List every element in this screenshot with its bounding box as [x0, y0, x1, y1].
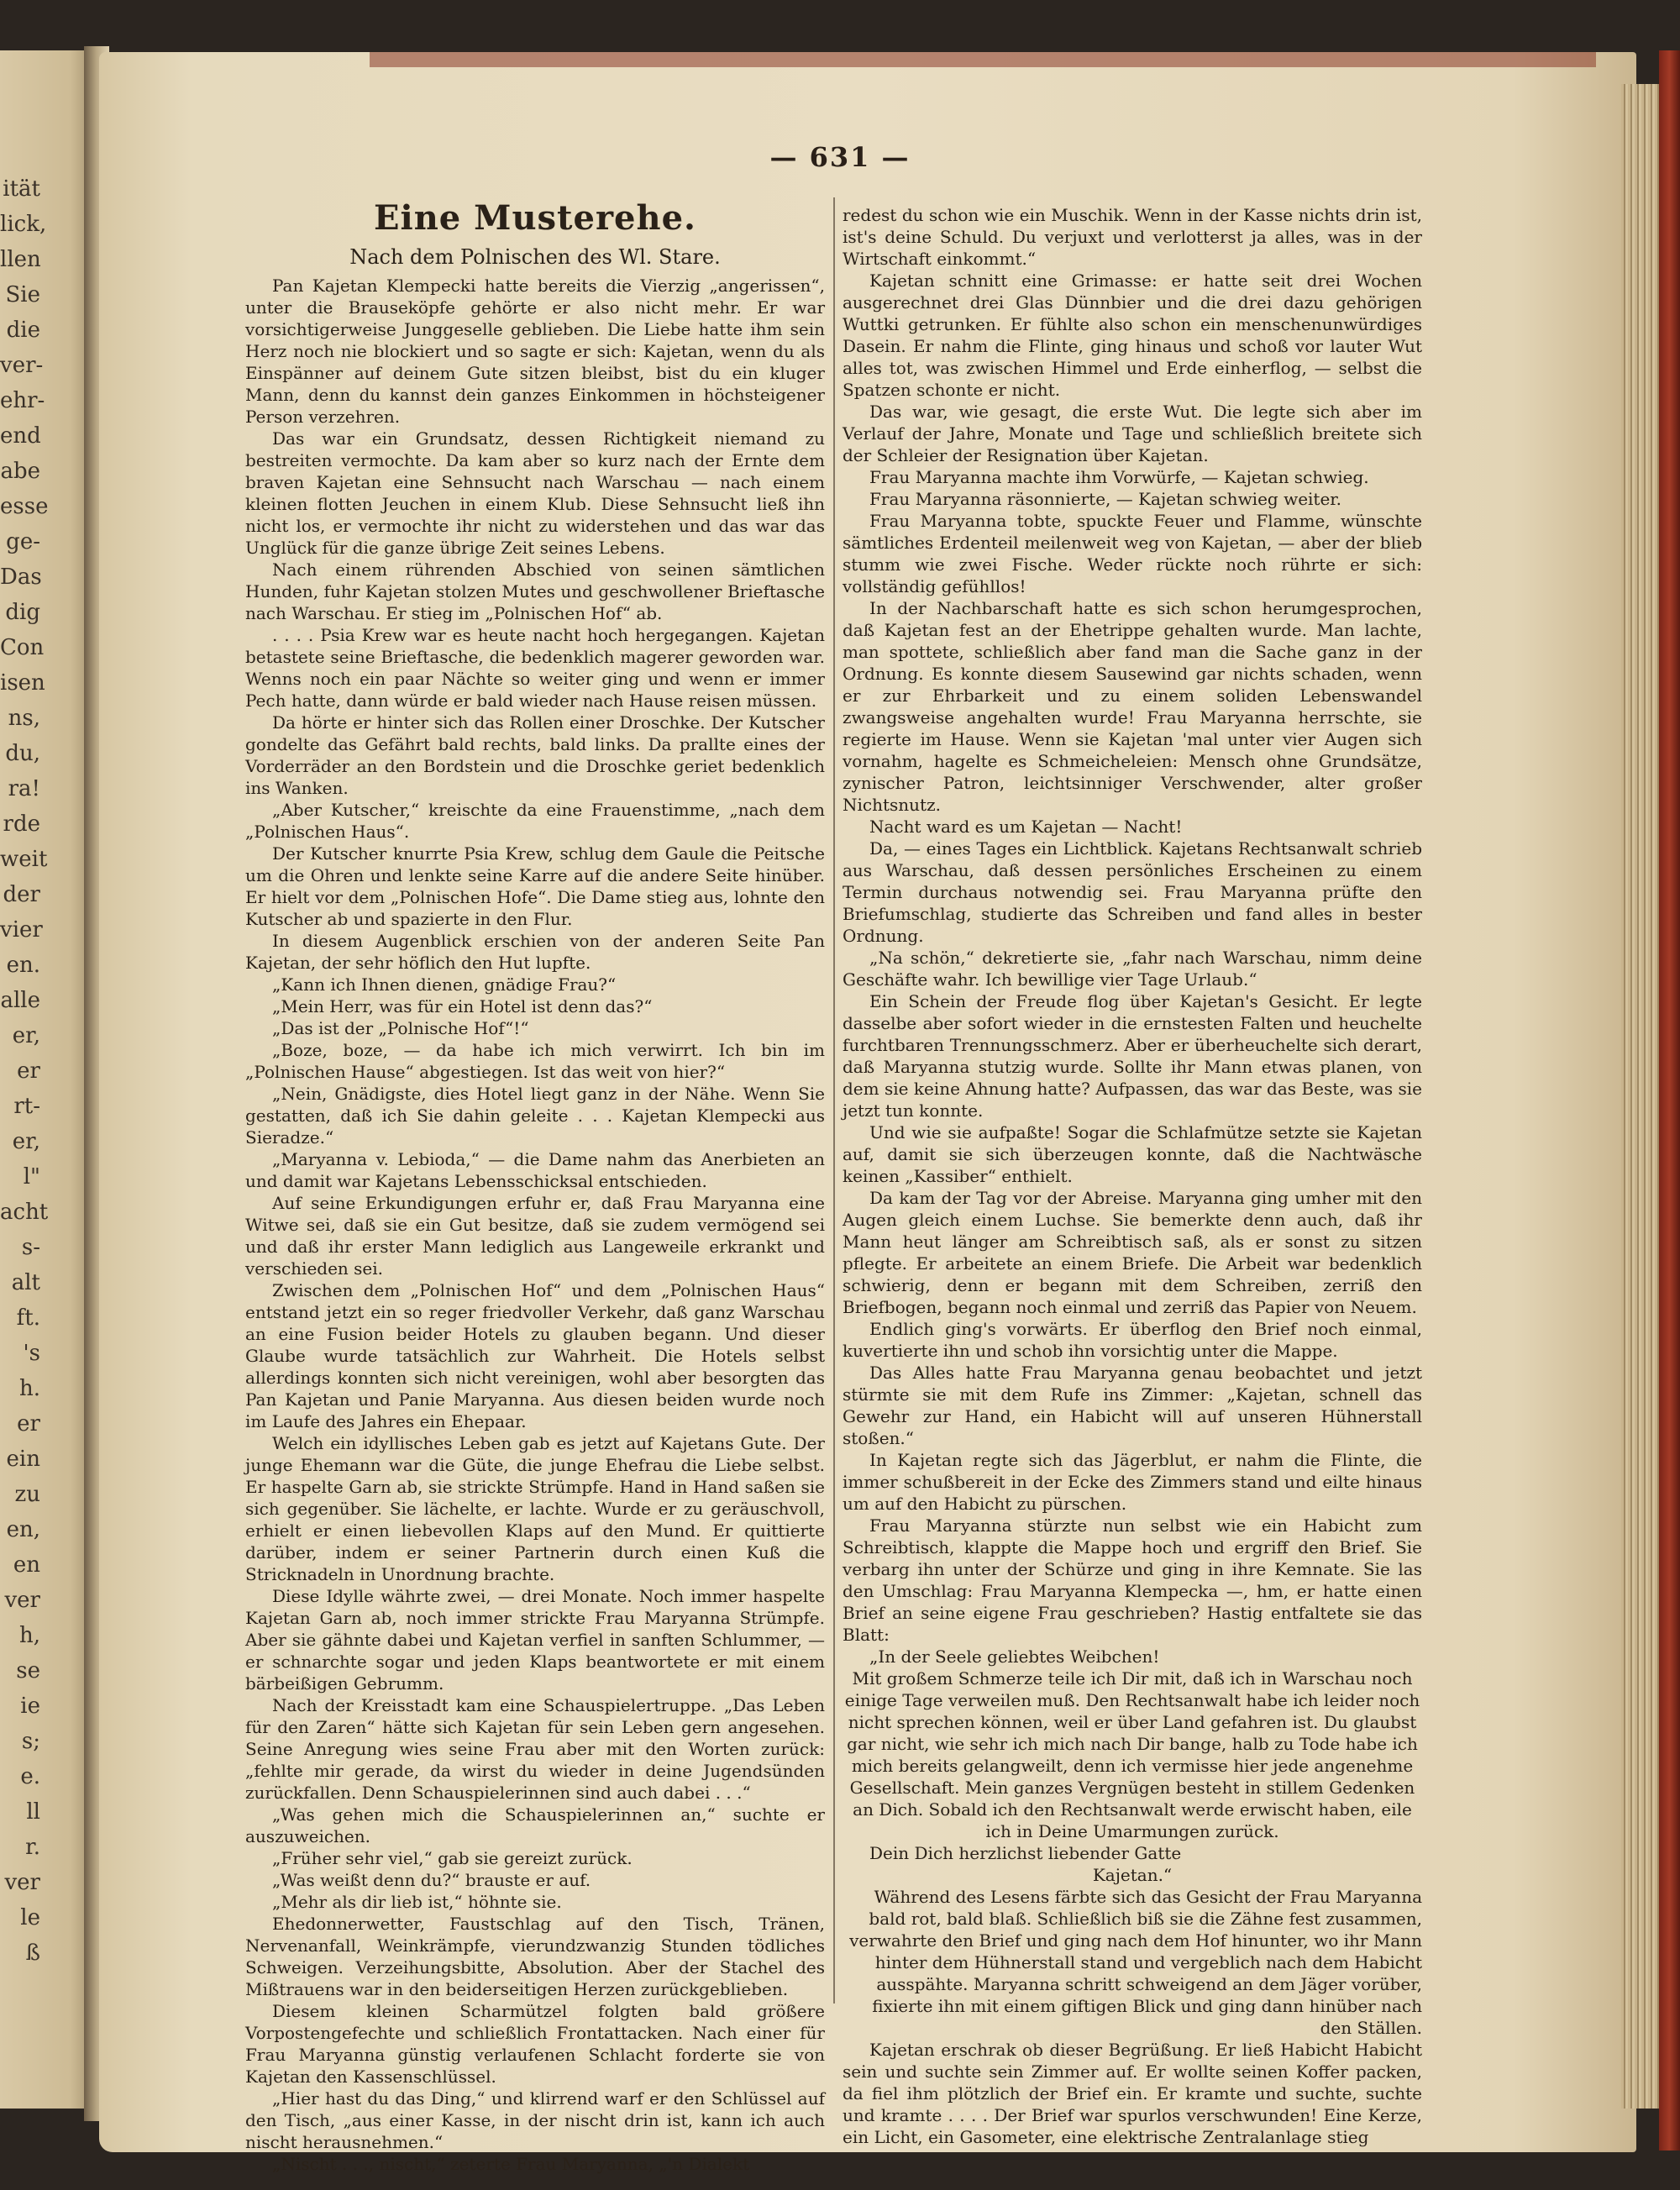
article-byline: Nach dem Polnischen des Wl. Stare. [349, 245, 721, 269]
facing-page-fragment: er [17, 1411, 40, 1436]
article-paragraph: „Mein Herr, was für ein Hotel ist denn das?“ [272, 996, 653, 1016]
article-paragraph: Welch ein idyllisches Leben gab es jetzt auf Kajetans Gute. Der junge Ehemann war die Güte, die junge Ehefrau die Liebe selbst. Er haspelte Garn ab, sie strickte Strümpfe. Hand in Hand saßen sie sich gegenüber. Sie lächelte, er lachte. Wurde er zu geräuschvoll, erhielt er einen liebevollen Klaps auf den Mund. Er quittierte darüber, indem er seiner Partnerin durch einen Kuß die Stricknadeln in Unordnung brachte. [245, 1433, 825, 1584]
facing-page-fragment: h, [18, 1623, 40, 1648]
text-column-right [843, 204, 1422, 2147]
article-paragraph: Ehedonnerwetter, Faustschlag auf den Tisch, Tränen, Nervenanfall, Weinkrämpfe, vierundzwanzig Stunden tödliches Schweigen. Verzeihungsbitte, Absolution. Aber der Stachel des Mißtrauens war in den beiderseitigen Herzen zurückgeblieben. [245, 1914, 825, 1999]
facing-page-fragment: Con [0, 635, 45, 660]
left-column-body [245, 275, 825, 2175]
article-paragraph: Endlich ging's vorwärts. Er überflog den Brief noch einmal, kuvertierte ihn und schob ihn vorsichtig unter die Mappe. [843, 1319, 1422, 1361]
article-paragraph: Das war ein Grundsatz, dessen Richtigkeit niemand zu bestreiten vermochte. Da kam aber so kurz nach der Ernte dem braven Kajetan eine Sehnsucht nach Warschau — nach einem kleinen flotten Jeuchen in einem Klub. Diese Sehnsucht ließ ihn nicht los, er vermochte ihr nicht zu widerstehen und das war das Unglück für die ganze übrige Zeit seines Lebens. [245, 428, 825, 558]
facing-page-fragment: lick, [0, 212, 47, 237]
article-paragraph: „Hier hast du das Ding,“ und klirrend warf er den Schlüssel auf den Tisch, „aus einer Kasse, in der nischt drin ist, kann ich auch nischt herausnehmen.“ [245, 2088, 825, 2152]
facing-page-fragment: ll [26, 1799, 40, 1825]
article-paragraph: Kajetan erschrak ob dieser Begrüßung. Er ließ Habicht Habicht sein und suchte sein Zimmer auf. Er wollte seinen Koffer packen, da fiel ihm plötzlich der Brief ein. Er kramte und suchte, suchte und kramte . . . . Der Brief war spurlos verschwunden! Eine Kerze, ein Licht, ein Gasometer, eine elektrische Zentralanlage stieg [843, 2040, 1422, 2147]
facing-page-fragment: er [17, 1058, 40, 1084]
article-paragraph: „Boze, boze, — da habe ich mich verwirrt. Ich bin im „Polnischen Hause“ abgestiegen. Ist das weit von hier?“ [245, 1040, 825, 1082]
article-paragraph: „Was gehen mich die Schauspielerinnen an,“ suchte er auszuweichen. [245, 1804, 825, 1846]
facing-page-fragment: dig [5, 600, 40, 625]
article-paragraph: Nach der Kreisstadt kam eine Schauspielertruppe. „Das Leben für den Zaren“ hätte sich Kajetan für sein Leben gern angesehen. Seine Anregung wies seine Frau aber mit den Worten zurück: „fehlte mir gerade, da wirst du wieder in deine Jugendsünden zurückfallen. Denn Schauspielerinnen sind auch dabei . . .“ [245, 1695, 825, 1803]
article-paragraph: Frau Maryanna machte ihm Vorwürfe, — Kajetan schwieg. [869, 467, 1369, 487]
article-paragraph: „In der Seele geliebtes Weibchen! [869, 1646, 1160, 1667]
article-paragraph: „Nein, Gnädigste, dies Hotel liegt ganz in der Nähe. Wenn Sie gestatten, daß ich Sie dahin geleite . . . Kajetan Klempecki aus Sieradze.“ [245, 1084, 825, 1148]
article-paragraph: Mit großem Schmerze teile ich Dir mit, daß ich in Warschau noch einige Tage verweilen muß. Den Rechtsanwalt habe ich leider noch nicht sprechen können, weil er über Land gefahren ist. Du glaubst gar nicht, wie sehr ich mich nach Dir bange, halb zu Tode habe ich mich bereits gelangweilt, denn ich vermisse hier jede angenehme Gesellschaft. Mein ganzes Vergnügen besteht in stillem Gedenken an Dich. Sobald ich den Rechtsanwalt werde erwischt haben, eile ich in Deine Umarmungen zurück. [844, 1668, 1420, 1841]
page-number: — 631 — [769, 141, 911, 173]
facing-page-fragment: abe [0, 459, 40, 484]
article-paragraph: Der Kutscher knurrte Psia Krew, schlug dem Gaule die Peitsche um die Ohren und lenkte seine Karre auf die andere Seite hinüber. Er hielt vor dem „Polnischen Hofe“. Die Dame stieg aus, lohnte den Kutscher ab und spazierte in den Flur. [245, 843, 825, 929]
facing-page-fragment: Das [0, 565, 42, 590]
facing-page-fragment: ß [25, 1941, 40, 1966]
facing-page-fragment: s; [21, 1729, 40, 1754]
facing-page-fragment: ität [3, 176, 40, 202]
article-paragraph: „Aber Kutscher,“ kreischte da eine Frauenstimme, „nach dem „Polnischen Haus“. [245, 800, 825, 842]
facing-page-fragment: ie [20, 1694, 40, 1719]
article-title: Eine Musterehe. [374, 198, 696, 238]
facing-page-fragment: l" [23, 1164, 40, 1190]
article-paragraph: Das war, wie gesagt, die erste Wut. Die legte sich aber im Verlauf der Jahre, Monate und Tage und schließlich breitete sich der Schleier der Resignation über Kajetan. [843, 402, 1422, 465]
red-book-cover [1659, 50, 1680, 2151]
facing-page-fragment: alle [0, 988, 40, 1013]
article-paragraph: Frau Maryanna räsonnierte, — Kajetan schwieg weiter. [869, 489, 1342, 509]
article-paragraph: redest du schon wie ein Muschik. Wenn in der Kasse nichts drin ist, ist's deine Schuld. Du verjuxt und verlotterst ja alles, was in der Wirtschaft einkommt.“ [843, 205, 1422, 269]
facing-page-fragment: acht [0, 1200, 49, 1225]
facing-page-fragment: er, [12, 1129, 40, 1154]
facing-page-fragment: alt [11, 1270, 40, 1295]
facing-page-fragment: rt- [13, 1094, 40, 1119]
facing-page-fragment: ns, [8, 706, 40, 731]
article-paragraph: Zwischen dem „Polnischen Hof“ und dem „Polnischen Haus“ entstand jetzt ein so reger friedvoller Verkehr, daß ganz Warschau an eine Fusion beider Hotels zu glauben begann. Und dieser Glaube wurde tatsächlich zur Wahrheit. Die Hotels selbst allerdings konnten sich nicht vereinigen, wohl aber besorgten das Pan Kajetan und Panie Maryanna. Aus diesen beiden wurde noch im Laufe des Jahres ein Ehepaar. [245, 1280, 825, 1431]
facing-page-fragment: weit [0, 847, 48, 872]
article-paragraph: Nacht ward es um Kajetan — Nacht! [869, 817, 1183, 837]
facing-page-fragment: en [13, 1552, 40, 1578]
article-paragraph: Das Alles hatte Frau Maryanna genau beobachtet und jetzt stürmte sie mit dem Rufe ins Zimmer: „Kajetan, schnell das Gewehr zur Hand, ein Habicht will auf unseren Hühnerstall stoßen.“ [843, 1363, 1422, 1448]
column-divider [833, 197, 835, 2004]
article-paragraph: Da, — eines Tages ein Lichtblick. Kajetans Rechtsanwalt schrieb aus Warschau, daß dessen persönliches Erscheinen zu einem Termin durchaus notwendig sei. Frau Maryanna prüfte den Briefumschlag, studierte das Schreiben und fand alles in bester Ordnung. [843, 838, 1422, 946]
facing-page-fragment: esse [0, 494, 49, 519]
article-paragraph: „Maryanna v. Lebioda,“ — die Dame nahm das Anerbieten an und damit war Kajetans Lebensschicksal entschieden. [245, 1149, 825, 1191]
facing-page-fragment: Sie [5, 282, 40, 307]
article-paragraph: Dein Dich herzlichst liebender Gatte [869, 1843, 1182, 1863]
facing-page-fragment: se [16, 1658, 40, 1683]
article-paragraph: In der Nachbarschaft hatte es sich schon herumgesprochen, daß Kajetan fest an der Ehetrippe gehalten wurde. Man lachte, man spottete, schließlich aber fand man die Sache ganz in der Ordnung. Es konnte diesem Sausewind gar nichts schaden, wenn er zur Ehrbarkeit und zu einem soliden Lebenswandel zwangsweise angehalten wurde! Frau Maryanna herrschte, sie regierte im Hause. Wenn sie Kajetan 'mal unter vier Augen sich vornahm, hagelte es Schmeicheleien: Mensch ohne Grundsätze, zynischer Patron, leichtsinniger Verschwender, alter großer Nichtsnutz. [843, 598, 1422, 815]
facing-page-fragment: ehr- [0, 388, 45, 413]
article-paragraph: Ein Schein der Freude flog über Kajetan's Gesicht. Er legte dasselbe aber sofort wieder in die ernstesten Falten und heuchelte furchtbaren Trennungsschmerz. Aber er überheuchelte sich derart, daß Maryanna stutzig wurde. Sollte ihr Mann etwas planen, von dem sie keine Ahnung hatte? Aufpassen, das war das Beste, was sie jetzt tun konnte. [843, 991, 1422, 1121]
facing-page-fragment: ft. [16, 1305, 40, 1331]
facing-page-fragment: isen [0, 670, 45, 696]
facing-page-fragment: e. [20, 1764, 40, 1789]
article-paragraph: Diese Idylle währte zwei, — drei Monate. Noch immer haspelte Kajetan Garn ab, noch immer strickte Frau Maryanna Strümpfe. Aber sie gähnte dabei und Kajetan verfiel in sanften Schlummer, — er schnarchte sogar und jeden Klaps beantwortete er mit einem bärbeißigen Gebrumm. [245, 1586, 825, 1694]
article-paragraph: Während des Lesens färbte sich das Gesicht der Frau Maryanna bald rot, bald blaß. Schließlich biß sie die Zähne fest zusammen, verwahrte den Brief und ging nach dem Hof hinunter, wo ihr Mann hinter dem Hühnerstall stand und vergeblich nach dem Habicht ausspähte. Maryanna schritt schweigend an dem Jäger vorüber, fixierte ihn mit einem giftigen Blick und ging dann hinüber nach den Ställen. [849, 1887, 1422, 2038]
facing-page-fragment: ver- [0, 353, 44, 378]
facing-page-fragment: en, [6, 1517, 40, 1542]
article-paragraph: Pan Kajetan Klempecki hatte bereits die Vierzig „angerissen“, unter die Brauseköpfe gehörte er also nicht mehr. Er war vorsichtigerweise Junggeselle geblieben. Die Liebe hatte ihm sein Herz noch nie blockiert und so sagte er sich: Kajetan, wenn du als Einspänner auf deinem Gute sitzen bleibst, bist du ein kluger Mann, denn du kannst dein ganzes Einkommen in höchsteigener Person verzehren. [245, 276, 825, 427]
article-paragraph: In diesem Augenblick erschien von der anderen Seite Pan Kajetan, der sehr höflich den Hut lupfte. [245, 931, 825, 973]
article-paragraph: „Früher sehr viel,“ gab sie gereizt zurück. [272, 1848, 633, 1868]
facing-page-fragment: en. [6, 953, 40, 978]
right-column-body [843, 204, 1422, 2148]
facing-page-fragment: 's [23, 1341, 40, 1366]
facing-page-fragment: r. [25, 1835, 40, 1860]
facing-page-fragment: rde [3, 811, 40, 837]
article-paragraph: Auf seine Erkundigungen erfuhr er, daß Frau Maryanna eine Witwe sei, daß sie ein Gut besitze, daß sie zudem vermögend sei und daß ihr erster Mann lediglich aus Langeweile erkrankt und verschieden sei. [245, 1193, 825, 1279]
article-paragraph: Kajetan schnitt eine Grimasse: er hatte seit drei Wochen ausgerechnet drei Glas Dünnbier und die drei dazu gehörigen Wuttki getrunken. Er fühlte also schon ein menschenunwürdiges Dasein. Er nahm die Flinte, ging hinaus und schoß vor lauter Wut alles tot, was zwischen Himmel und Erde einherflog, — selbst die Spatzen schonte er nicht. [843, 270, 1422, 400]
article-paragraph: Frau Maryanna tobte, spuckte Feuer und Flamme, wünschte sämtliches Erdenteil meilenweit weg von Kajetan, — aber der blieb stumm wie zwei Fische. Weder rückte noch rührte er sich: vollständig gefühllos! [843, 511, 1422, 596]
facing-page-fragment: der [3, 882, 40, 907]
article-paragraph: „Mehr als dir lieb ist,“ höhnte sie. [272, 1892, 562, 1912]
facing-page-fragment: llen [0, 247, 41, 272]
text-column-left [245, 197, 825, 2174]
article-paragraph: „Kann ich Ihnen dienen, gnädige Frau?“ [272, 974, 617, 995]
facing-page-fragment: ra! [8, 776, 40, 801]
article-paragraph: Da kam der Tag vor der Abreise. Maryanna ging umher mit den Augen gleich einem Luchse. Sie bemerkte denn auch, daß ihr Mann heut länger am Schreibtisch saß, als er sonst zu sitzen pflegte. Er arbeitete an einem Briefe. Die Arbeit war bedenklich schwierig, denn er begann mit dem Schreiben, zerriß den Briefbogen, begann noch einmal und zerriß das Papier von Neuem. [843, 1188, 1422, 1317]
article-paragraph: Kajetan.“ [1092, 1865, 1173, 1885]
article-paragraph: „Nischt . . ., nischt,“ zeterte Frau Maryanna, „'n Dialekt [272, 2154, 750, 2174]
facing-page-fragment: s- [21, 1235, 40, 1260]
facing-page-fragment: zu [14, 1482, 40, 1507]
article-paragraph: Frau Maryanna stürzte nun selbst wie ein Habicht zum Schreibtisch, klappte die Mappe hoch und ergriff den Brief. Sie verbarg ihn unter der Schürze und ging in ihre Kemnate. Sie las den Umschlag: Frau Maryanna Klempecka —, hm, er hatte einen Brief an seine eigene Frau geschrieben? Hastig entfaltete sie das Blatt: [843, 1515, 1422, 1645]
facing-page-fragment: h. [18, 1376, 40, 1401]
article-paragraph: . . . . Psia Krew war es heute nacht hoch hergegangen. Kajetan betastete seine Brieftasche, die bedenklich magerer geworden war. Wenns noch ein paar Nächte so weiter ging und wenn er immer Pech hatte, dann würde er bald wieder nach Hause reisen müssen. [245, 625, 825, 711]
facing-page-fragment: die [6, 318, 40, 343]
facing-page-fragment: vier [0, 917, 43, 943]
facing-page-fragment: ein [6, 1447, 40, 1472]
article-paragraph: Und wie sie aufpaßte! Sogar die Schlafmütze setzte sie Kajetan auf, damit sie sich überzeugen konnte, daß die Nachtwäsche keinen „Kassiber“ enthielt. [843, 1122, 1422, 1186]
facing-page-fragment: ver [4, 1870, 40, 1895]
article-paragraph: Diesem kleinen Scharmützel folgten bald größere Vorpostengefechte und schließlich Frontattacken. Nach einer für Frau Maryanna günstig verlaufenen Schlacht forderte sie von Kajetan den Kassenschlüssel. [245, 2001, 825, 2087]
facing-page-fragment: er, [12, 1023, 40, 1048]
facing-page-fragment: ge- [6, 529, 40, 554]
facing-page-fragment: ver [4, 1588, 40, 1613]
facing-page-fragment: du, [5, 741, 40, 766]
article-paragraph: „Das ist der „Polnische Hof“!“ [272, 1018, 529, 1038]
facing-page-fragment: end [0, 423, 41, 449]
article-paragraph: Nach einem rührenden Abschied von seinen sämtlichen Hunden, fuhr Kajetan stolzen Mutes und geschwollener Brieftasche nach Warschau. Er stieg im „Polnischen Hof“ ab. [245, 559, 825, 623]
facing-page-fragment: le [20, 1905, 40, 1930]
binding-edge [370, 52, 1596, 67]
article-paragraph: „Was weißt denn du?“ brauste er auf. [272, 1870, 591, 1890]
article-paragraph: Da hörte er hinter sich das Rollen einer Droschke. Der Kutscher gondelte das Gefährt bald rechts, bald links. Da prallte eines der Vorderräder an den Bordstein und die Droschke geriet bedenklich ins Wanken. [245, 712, 825, 798]
article-paragraph: In Kajetan regte sich das Jägerblut, er nahm die Flinte, die immer schußbereit in der Ecke des Zimmers stand und eilte hinaus um auf den Habicht zu pürschen. [843, 1450, 1422, 1514]
article-paragraph: „Na schön,“ dekretierte sie, „fahr nach Warschau, nimm deine Geschäfte wahr. Ich bewillige vier Tage Urlaub.“ [843, 948, 1422, 990]
